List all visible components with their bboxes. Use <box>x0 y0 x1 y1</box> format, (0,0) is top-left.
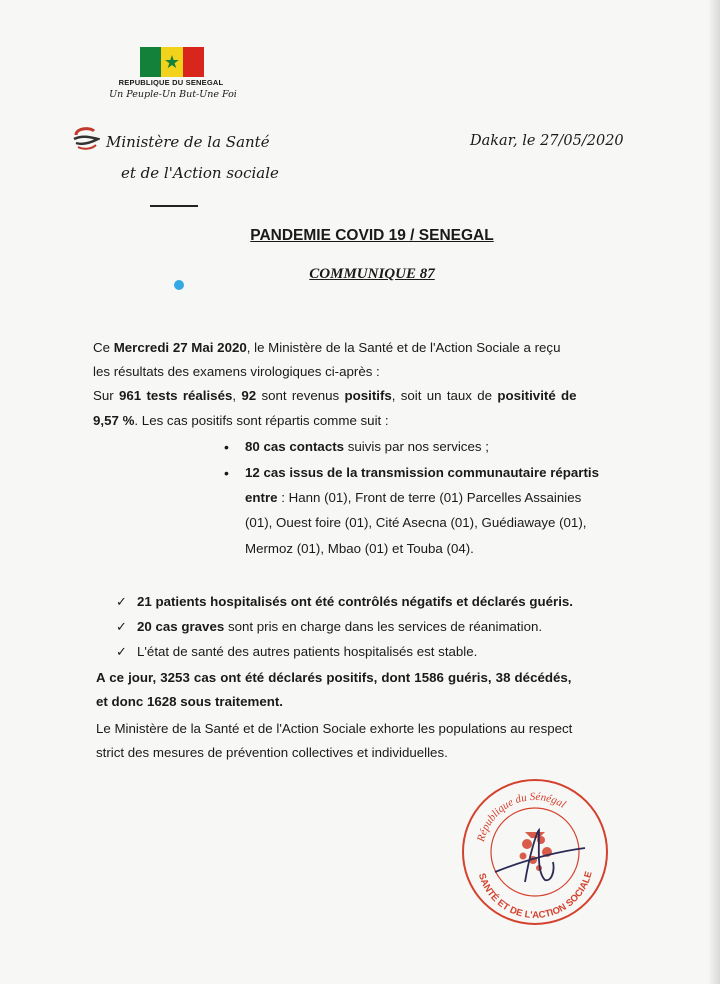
bullet-icon: • <box>224 439 229 455</box>
ministry-name-line2: et de l'Action sociale <box>121 164 279 182</box>
ministry-seal-stamp <box>455 772 615 932</box>
document-title: PANDEMIE COVID 19 / SENEGAL <box>250 227 494 244</box>
communique-number: COMMUNIQUE 87 <box>309 266 435 282</box>
check-stable: L'état de santé des autres patients hospitalisés est stable. <box>137 644 478 659</box>
ministry-name-line1: Ministère de la Santé <box>106 133 270 151</box>
checkmark-icon: ✓ <box>116 594 127 609</box>
checkmark-icon: ✓ <box>116 644 127 659</box>
intro-line-3: Sur 961 tests réalisés, 92 sont revenus positifs, soit un taux de positivité de <box>93 388 577 403</box>
national-motto: Un Peuple-Un But-Une Foi <box>109 89 237 100</box>
intro-line-4: 9,57 %. Les cas positifs sont répartis comme suit : <box>93 413 389 428</box>
bullet-community-line2: entre : Hann (01), Front de terre (01) Parcelles Assainies <box>245 490 582 505</box>
bullet-community-line3: (01), Ouest foire (01), Cité Asecna (01), Guédiawaye (01), <box>245 515 587 530</box>
bullet-contacts: 80 cas contacts suivis par nos services ; <box>245 439 489 454</box>
summary-line2: et donc 1628 sous traitement. <box>96 694 283 709</box>
intro-line-1: Ce Mercredi 27 Mai 2020, le Ministère de la Santé et de l'Action Sociale a reçu <box>93 340 561 355</box>
seal-bottom-text: SANTÉ ET DE L'ACTION SOCIALE <box>475 870 595 922</box>
seal-top-text: République du Sénégal <box>475 790 568 844</box>
closing-line1: Le Ministère de la Santé et de l'Action Sociale exhorte les populations au respect <box>96 721 573 736</box>
checkmark-icon: ✓ <box>116 619 127 634</box>
bullet-community-line1: 12 cas issus de la transmission communautaire répartis <box>245 465 599 480</box>
bullet-icon: • <box>224 465 229 481</box>
intro-line-2: les résultats des examens virologiques ci-après : <box>93 364 380 379</box>
bullet-community-line4: Mermoz (01), Mbao (01) et Touba (04). <box>245 541 474 556</box>
summary-line1: A ce jour, 3253 cas ont été déclarés positifs, dont 1586 guéris, 38 décédés, <box>96 670 572 685</box>
blue-dot-mark <box>174 280 184 290</box>
republique-label: REPUBLIQUE DU SENEGAL <box>118 78 224 87</box>
senegal-flag <box>140 47 204 77</box>
ministry-logo-icon <box>72 125 100 151</box>
page-edge-shadow <box>708 0 720 984</box>
check-recovered: 21 patients hospitalisés ont été contrôlés négatifs et déclarés guéris. <box>137 594 573 609</box>
check-serious-cases: 20 cas graves sont pris en charge dans les services de réanimation. <box>137 619 543 634</box>
flag-star-icon: ★ <box>163 52 181 72</box>
header-divider <box>150 205 198 207</box>
closing-line2: strict des mesures de prévention collectives et individuelles. <box>96 745 448 760</box>
document-date: Dakar, le 27/05/2020 <box>470 133 624 149</box>
